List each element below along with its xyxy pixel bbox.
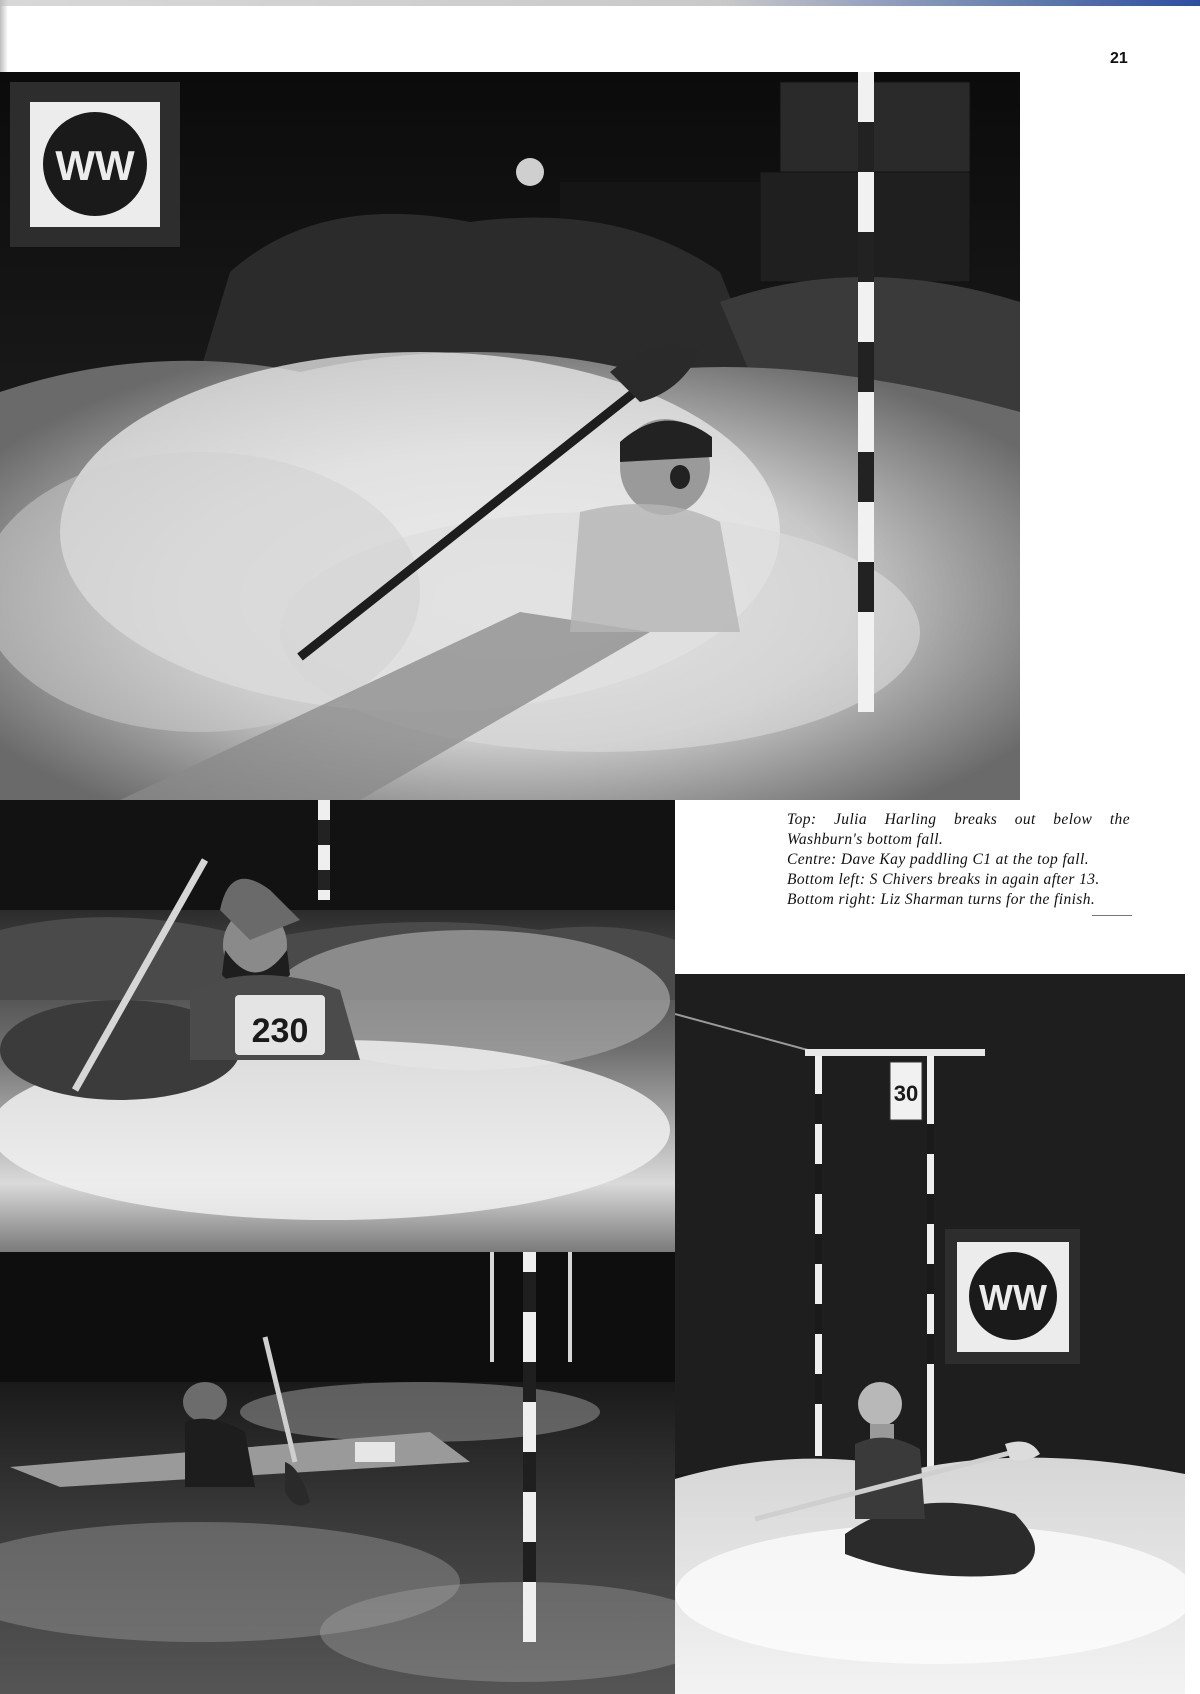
caption-top: Top: Julia Harling breaks out below the Washburn's bottom fall.: [787, 811, 1130, 848]
race-bib-number: 230: [251, 1012, 309, 1050]
gate-number: 30: [893, 1081, 919, 1106]
caption-centre: Centre: Dave Kay paddling C1 at the top fall.: [787, 851, 1089, 868]
ww-banner-logo: [10, 82, 180, 247]
page-top-edge: [0, 0, 1200, 6]
photo-bottom-right-kayaker: [675, 974, 1185, 1694]
svg-text:WW: WW: [55, 142, 135, 189]
svg-text:WW: WW: [979, 1277, 1047, 1318]
photo-top-kayaker: [0, 72, 1020, 800]
photo-bottom-left-canoeist: [0, 1252, 675, 1694]
caption-rule: [1092, 915, 1132, 916]
photo-centre-canoeist: [0, 800, 675, 1252]
page-number: 21: [1110, 50, 1128, 67]
caption-bottom-left: Bottom left: S Chivers breaks in again after 13.: [787, 871, 1100, 888]
ww-banner-logo-bottom: [945, 1229, 1080, 1364]
caption-bottom-right: Bottom right: Liz Sharman turns for the finish.: [787, 891, 1096, 908]
photo-captions: [787, 810, 1130, 910]
